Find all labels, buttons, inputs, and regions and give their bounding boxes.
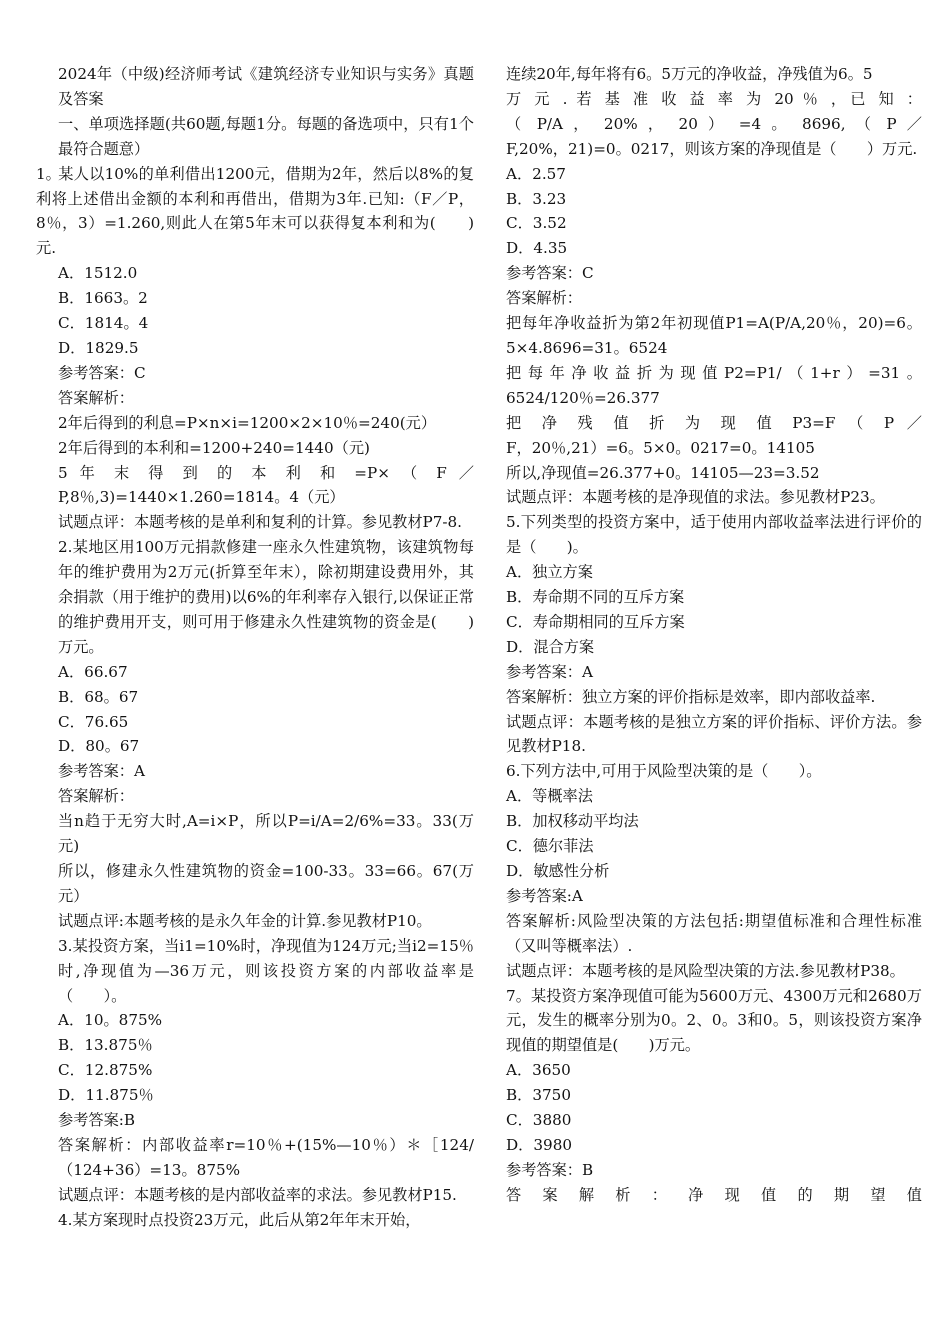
question-number: 1。 [36,164,61,183]
text-line [36,759,474,784]
text-line [36,784,474,809]
line-text: 把 净 残 值 折 为 现 值 P3=F （ P ／ [506,413,922,432]
line-text: 参考答案:B [58,1111,136,1130]
option-line [36,311,474,336]
line-text: 答案解析： [58,388,134,407]
line-text: D．3980 [506,1135,573,1154]
text-line [506,137,922,162]
text-line [506,884,922,909]
text-line [506,411,922,436]
text-line [506,685,922,710]
line-text: 7。某投资方案净现值可能为5600万元、4300万元和2680万元，发生的概率分别为0。2、0。3和0。5，则该投资方案净现值的期望值是( )万元。 [506,986,922,1055]
text-line [506,660,922,685]
line-text: 把每年净收益折为现值P2=P1/（1+r）=31。6524/120％=26.377 [506,363,922,407]
text-line [506,187,922,212]
line-text: D．11.875％ [58,1086,154,1105]
line-text: 把每年净收益折为第2年初现值P1=A(P/A,20％，20)=6。5×4.8696=31。6524 [506,314,922,357]
line-text: 答 案 解 析 ： 净 现 值 的 期 望 值 [506,1185,922,1204]
line-text: D．80。67 [58,737,140,756]
option-line [36,286,474,311]
option-line [36,1083,474,1108]
line-text: C．1814。4 [58,314,149,333]
text-line [506,809,922,834]
text-line [36,361,474,386]
text-line [506,909,922,959]
text-line [36,386,474,411]
text-line [506,162,922,187]
text-line [506,236,922,261]
text-line [36,934,474,1009]
line-text: 参考答案:A [506,886,583,905]
line-text: A．等概率法 [506,787,593,806]
line-text: A．1512.0 [58,264,138,283]
text-line [36,1183,474,1208]
option-line [36,685,474,710]
text-line [506,485,922,510]
option-line [36,336,474,361]
line-text: 参考答案：A [58,762,145,781]
text-line [506,211,922,236]
line-text: B．13.875％ [58,1036,153,1055]
text-line [36,809,474,859]
text-line [506,959,922,984]
text-line [36,859,474,909]
text-line [36,535,474,660]
text-line [506,311,922,361]
line-text: D．敏感性分析 [506,862,610,880]
line-text: C．德尔菲法 [506,837,594,856]
line-text: B．3750 [506,1086,571,1105]
text-line [506,984,922,1059]
line-text: 试题点评：本题考核的是风险型决策的方法.参见教材P38。 [506,961,905,980]
text-line [506,286,922,311]
text-line [506,436,922,461]
text-line [506,261,922,286]
line-text: 2年后得到的本利和=1200+240=1440（元) [58,438,370,457]
text-line [36,1133,474,1183]
line-text: 5 年 末 得 到 的 本 利 和 =P× （ F ／ [58,463,474,482]
line-text: 试题点评：本题考核的是净现值的求法。参见教材P23。 [506,488,885,507]
line-text: A．66.67 [58,662,128,681]
line-text: B．68。67 [58,687,139,706]
line-text: 2024年（中级)经济师考试《建筑经济专业知识与实务》真题及答案 [58,65,474,108]
line-text: 所以，修建永久性建筑物的资金=100-33。33=66。67(万元） [58,862,474,905]
line-text: 答案解析：独立方案的评价指标是效率，即内部收益率. [506,687,876,706]
line-text: 答案解析:风险型决策的方法包括:期望值标准和合理性标准（又叫等概率法）. [506,911,922,955]
text-line [506,1108,922,1133]
line-text: 当n趋于无穷大时,A=i×P，所以P=i/A=2/6%=33。33(万元) [58,812,474,856]
line-text: 6.下列方法中,可用于风险型决策的是（ ）。 [506,762,822,781]
line-text: 2.某地区用100万元捐款修建一座永久性建筑物，该建筑物每年的维护费用为2万元(折算至年末），除初期建设费用外，其余捐款（用于维护的费用)以6%的年利率存入银行,以保证正常的维护费用开支，则可用于修建永久性建筑物的资金是( )万元。 [58,538,474,656]
text-line [36,112,474,162]
line-text: 答案解析： [506,289,582,308]
text-line [506,87,922,112]
line-text: D．1829.5 [58,338,139,357]
line-text: P,8％,3)=1440×1.260=1814。4（元） [58,488,345,507]
line-text: 3.某投资方案，当i1=10%时，净现值为124万元;当i2=15％时,净现值为—36万元，则该投资方案的内部收益率是（ ）。 [58,936,474,1005]
option-line [36,261,474,286]
line-text: A．独立方案 [506,563,593,582]
line-text: B．寿命期不同的互斥方案 [506,588,685,607]
text-line [36,62,474,112]
text-line [506,62,922,87]
line-text: 参考答案：B [506,1160,594,1179]
line-text: 4.某方案现时点投资23万元，此后从第2年年末开始， [58,1210,421,1229]
line-text: C．寿命期相同的互斥方案 [506,612,685,631]
line-text: 参考答案：C [506,264,594,283]
option-line [36,1008,474,1033]
text-line [506,1158,922,1183]
text-line [36,411,474,436]
text-line [506,510,922,560]
text-line [506,1133,922,1158]
line-text: 试题点评：本题考核的是单利和复利的计算。参见教材P7-8. [58,513,463,532]
text-line [506,1183,922,1208]
text-line [506,1058,922,1083]
option-line [36,734,474,759]
text-line [36,461,474,486]
text-line [506,112,922,137]
line-text: 试题点评:本题考核的是永久年金的计算.参见教材P10。 [58,911,432,930]
line-text: 2年后得到的利息=P×n×i=1200×2×10％=240(元） [58,413,437,432]
line-text: D．混合方案 [506,637,595,656]
text-line [506,859,922,884]
option-line [36,660,474,685]
text-line [36,909,474,934]
text-line [506,710,922,760]
text-line [506,560,922,585]
line-text: 参考答案：A [506,662,593,681]
line-text: B．3.23 [506,189,567,208]
text-line [36,1108,474,1133]
left-column [36,62,474,1233]
line-text: 试题点评：本题考核的是内部收益率的求法。参见教材P15. [58,1185,457,1204]
text-line [36,162,474,262]
line-text: 某人以10%的单利借出1200元，借期为2年，然后以8%的复利将上述借出金额的本利和再借出，借期为3年.已知:（F／P，8％，3）=1.260,则此人在第5年末可以获得复本利和为( )元. [36,164,474,258]
text-line [506,461,922,486]
option-line [36,1058,474,1083]
text-line [506,610,922,635]
text-line [506,784,922,809]
line-text: B．加权移动平均法 [506,812,639,831]
text-line [506,585,922,610]
line-text: B．1663。2 [58,289,148,308]
line-text: D．4.35 [506,239,568,258]
line-text: C．3.52 [506,214,567,233]
text-line [506,759,922,784]
text-line [36,510,474,535]
line-text: 参考答案：C [58,363,146,382]
line-text: （ P/A ， 20% ， 20 ） =4 。 8696, （ P ／ [506,114,922,133]
text-line [506,1083,922,1108]
line-text: 连续20年,每年将有6。5万元的净收益，净残值为6。5 [506,65,873,83]
line-text: 试题点评：本题考核的是独立方案的评价指标、评价方法。参见教材P18. [506,712,922,756]
line-text: 一、单项选择题(共60题,每题1分。每题的备选项中，只有1个最符合题意） [58,114,474,158]
line-text: 所以,净现值=26.377+0。14105—23=3.52 [506,463,820,482]
text-line [506,361,922,411]
option-line [36,710,474,735]
line-text: 5.下列类型的投资方案中，适于使用内部收益率法进行评价的是（ )。 [506,513,922,557]
right-column [506,62,922,1208]
text-line [36,436,474,461]
text-line [36,485,474,510]
line-text: 答案解析： [58,787,134,806]
line-text: 万 元 . 若 基 准 收 益 率 为 20 ％ ，已 知 ： [506,89,922,108]
option-line [36,1033,474,1058]
line-text: F，20％,21）=6。5×0。0217=0。14105 [506,438,815,457]
text-line [506,635,922,660]
line-text: A．10。875% [58,1011,163,1030]
text-line [506,834,922,859]
line-text: F,20%，21)=0。0217，则该方案的净现值是（ ）万元. [506,139,918,158]
line-text: C．76.65 [58,712,129,731]
line-text: C．12.875% [58,1061,153,1080]
line-text: A．2.57 [506,164,566,183]
line-text: A．3650 [506,1061,571,1080]
line-text: 答案解析：内部收益率r=10％+(15%—10％）＊［124/（124+36）=13。875% [58,1135,474,1179]
text-line [36,1208,474,1233]
line-text: C．3880 [506,1111,572,1130]
